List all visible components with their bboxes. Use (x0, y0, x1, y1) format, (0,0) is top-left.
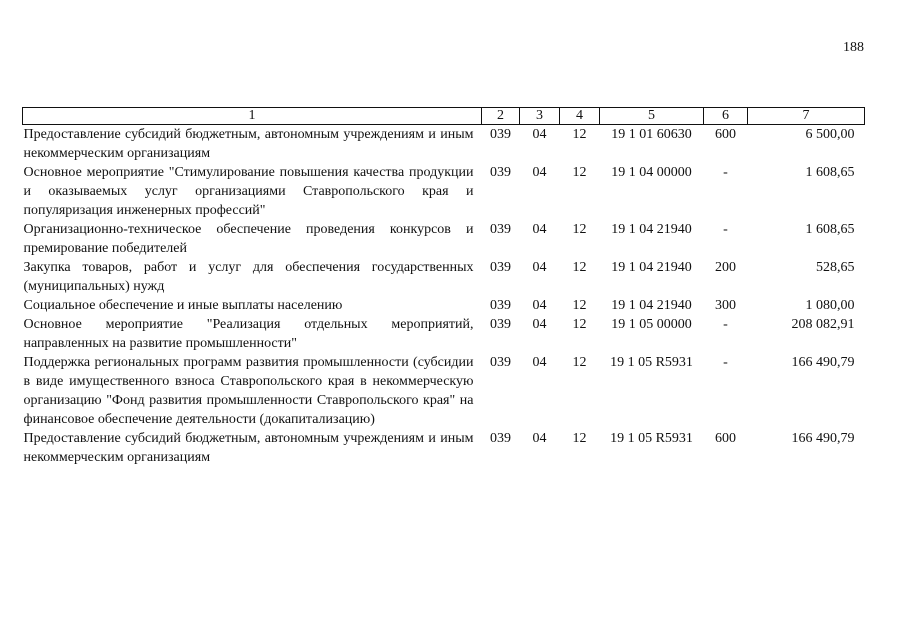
row-col-3: 04 (532, 165, 547, 180)
row-col-6: - (723, 222, 728, 237)
row-col-5: 19 1 01 60630 (611, 127, 692, 142)
table-row (23, 353, 865, 429)
row-name: Социальное обеспечение и иные выплаты населению (23, 298, 343, 313)
row-col-6: 300 (715, 298, 736, 313)
row-col-6: 600 (715, 431, 736, 446)
row-col-5: 19 1 04 21940 (611, 222, 692, 237)
row-name: Организационно-техническое обеспечение проведения конкурсов и премирование победителей (23, 222, 474, 256)
table-row (23, 163, 865, 220)
row-name: Поддержка региональных программ развития промышленности (субсидии в виде имущественного взноса Ставропольского края в некоммерческую организацию "Фонд развития промышленности Ставропольского края" на финансовое обеспечение деятельности (докапитализацию) (23, 355, 474, 427)
table-row (23, 296, 865, 315)
row-col-3: 04 (532, 298, 547, 313)
table-header (23, 108, 865, 125)
table-row (23, 258, 865, 296)
row-name: Основное мероприятие "Реализация отдельных мероприятий, направленных на развитие промышленности" (23, 317, 474, 351)
row-col-4: 12 (572, 431, 587, 446)
row-col-3: 04 (532, 317, 547, 332)
row-col-7: 6 500,00 (805, 127, 855, 142)
row-col-4: 12 (572, 317, 587, 332)
header-col-6: 6 (704, 108, 748, 125)
row-col-7: 1 080,00 (805, 298, 855, 313)
row-col-7: 166 490,79 (791, 355, 855, 370)
row-col-3: 04 (532, 260, 547, 275)
row-col-4: 12 (572, 298, 587, 313)
row-name: Основное мероприятие "Стимулирование повышения качества продукции и оказываемых услуг организациями Ставропольского края и популяризация инженерных профессий" (23, 165, 474, 218)
header-col-2: 2 (482, 108, 520, 125)
row-col-4: 12 (572, 355, 587, 370)
row-name: Предоставление субсидий бюджетным, автономным учреждениям и иным некоммерческим организациям (23, 127, 474, 161)
row-col-7: 1 608,65 (805, 165, 855, 180)
budget-table (22, 107, 865, 467)
row-col-6: - (723, 317, 728, 332)
row-col-7: 208 082,91 (791, 317, 855, 332)
row-col-6: - (723, 165, 728, 180)
header-col-3: 3 (520, 108, 560, 125)
page-number: 188 (843, 40, 864, 55)
row-col-5: 19 1 04 21940 (611, 260, 692, 275)
row-col-2: 039 (490, 127, 511, 142)
header-row (23, 108, 865, 125)
row-col-6: 200 (715, 260, 736, 275)
table-body (23, 125, 865, 468)
row-col-2: 039 (490, 260, 511, 275)
row-col-4: 12 (572, 127, 587, 142)
row-col-5: 19 1 05 00000 (611, 317, 692, 332)
header-col-5: 5 (600, 108, 704, 125)
row-col-7: 1 608,65 (805, 222, 855, 237)
row-col-4: 12 (572, 260, 587, 275)
header-col-4: 4 (560, 108, 600, 125)
table-row (23, 125, 865, 164)
table-row (23, 315, 865, 353)
row-col-2: 039 (490, 431, 511, 446)
row-col-4: 12 (572, 222, 587, 237)
row-col-6: 600 (715, 127, 736, 142)
row-col-7: 528,65 (816, 260, 855, 275)
row-col-3: 04 (532, 355, 547, 370)
row-col-4: 12 (572, 165, 587, 180)
row-col-2: 039 (490, 222, 511, 237)
row-col-5: 19 1 05 R5931 (610, 431, 693, 446)
row-col-5: 19 1 04 00000 (611, 165, 692, 180)
row-col-7: 166 490,79 (791, 431, 855, 446)
row-col-3: 04 (532, 127, 547, 142)
row-col-6: - (723, 355, 728, 370)
row-col-3: 04 (532, 431, 547, 446)
row-col-2: 039 (490, 165, 511, 180)
table-row (23, 220, 865, 258)
row-col-2: 039 (490, 298, 511, 313)
header-col-1: 1 (23, 108, 482, 125)
row-col-5: 19 1 04 21940 (611, 298, 692, 313)
row-col-2: 039 (490, 355, 511, 370)
row-name: Закупка товаров, работ и услуг для обеспечения государственных (муниципальных) нужд (23, 260, 474, 294)
row-col-5: 19 1 05 R5931 (610, 355, 693, 370)
row-col-3: 04 (532, 222, 547, 237)
header-col-7: 7 (748, 108, 865, 125)
row-name: Предоставление субсидий бюджетным, автономным учреждениям и иным некоммерческим организациям (23, 431, 474, 465)
table-row (23, 429, 865, 467)
row-col-2: 039 (490, 317, 511, 332)
